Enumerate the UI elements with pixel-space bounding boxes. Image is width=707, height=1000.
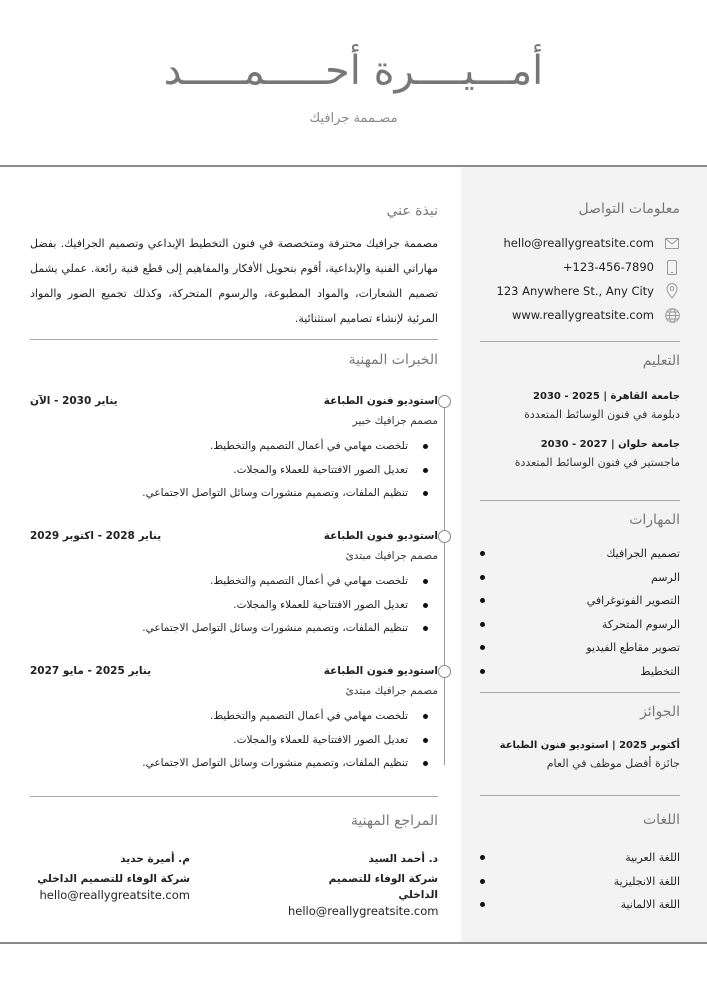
- skill-label: الرسم: [650, 570, 680, 584]
- list-item: [502, 846, 680, 870]
- bullet: [423, 738, 428, 743]
- contact-heading: معلومات التواصل: [578, 201, 680, 217]
- reference-name: م. أميرة حديد: [120, 853, 190, 865]
- list-item: [30, 459, 438, 483]
- bullet: [423, 444, 428, 449]
- footer-divider: [0, 942, 707, 944]
- education-heading: التعليم: [642, 353, 680, 369]
- sidebar-divider: [480, 795, 680, 796]
- experience-role: مصمم جرافيك مبتدئ: [345, 685, 438, 697]
- bullet: [480, 855, 485, 860]
- education-item-head: جامعة القاهرة | 2025 - 2030: [533, 391, 680, 402]
- globe-icon: [664, 307, 680, 323]
- bullet-text: تعديل الصور الافتتاحية للعملاء والمجلات.: [233, 733, 408, 746]
- language-label: اللغة العربية: [625, 851, 680, 864]
- about-heading: نبذة عني: [386, 203, 438, 219]
- references-list: [30, 851, 438, 919]
- experience-item-header: [30, 395, 438, 407]
- bullet: [423, 579, 428, 584]
- list-item: [502, 589, 680, 613]
- timeline-marker: [438, 395, 451, 408]
- experience-item: [30, 395, 438, 506]
- person-name: أمـــيــــرة أحـــــمـــــد: [163, 48, 544, 94]
- contact-website: www.reallygreatsite.com: [511, 308, 654, 322]
- contact-website-row[interactable]: [480, 303, 680, 327]
- bullet: [480, 879, 485, 884]
- bullet-text: تلخصت مهامي في أعمال التصميم والتخطيط.: [209, 575, 408, 587]
- experience-period: يناير 2028 - اكتوبر 2029: [30, 530, 162, 542]
- contact-address-row: [480, 279, 680, 303]
- about-section: [30, 203, 438, 331]
- bullet-text: تلخصت مهامي في أعمال التصميم والتخطيط.: [209, 440, 408, 452]
- sidebar: [461, 167, 707, 942]
- experience-role: مصمم جرافيك مبتدئ: [345, 550, 438, 562]
- reference-card: [30, 851, 190, 919]
- experience-role: مصمم جرافيك خبير: [352, 415, 438, 427]
- list-item: [502, 636, 680, 660]
- bullet: [480, 669, 485, 674]
- list-item: [502, 613, 680, 637]
- skill-label: تصميم الجرافيك: [606, 547, 680, 560]
- bullet: [423, 626, 428, 631]
- education-item-degree: ماجستير في فنون الوسائط المتعددة: [514, 456, 680, 469]
- bullet-text: تعديل الصور الافتتاحية للعملاء والمجلات.: [233, 598, 408, 611]
- education-item: [480, 439, 680, 469]
- experience-heading: الخبرات المهنية: [348, 352, 438, 368]
- list-item: [30, 570, 438, 594]
- list-item: [502, 542, 680, 566]
- bullet: [480, 645, 485, 650]
- reference-email[interactable]: hello@reallygreatsite.com: [288, 904, 439, 918]
- list-item: [502, 870, 680, 894]
- reference-card: [288, 851, 438, 919]
- references-section: [30, 813, 438, 919]
- experience-item: [30, 530, 438, 641]
- experience-item-header: [30, 665, 438, 677]
- sidebar-divider: [480, 692, 680, 693]
- list-item: [30, 594, 438, 618]
- education-section: [480, 353, 680, 469]
- reference-org: شركة الوفاء للتصميم الداخلي: [37, 873, 190, 885]
- bullet: [423, 603, 428, 608]
- timeline-marker: [438, 530, 451, 543]
- language-label: اللغة الانجليزية: [613, 874, 680, 888]
- skills-list: [502, 542, 680, 683]
- timeline-marker: [438, 665, 451, 678]
- languages-heading: اللغات: [643, 812, 680, 828]
- education-item-degree: دبلومة في فنون الوسائط المتعددة: [524, 408, 680, 421]
- bullet-text: تلخصت مهامي في أعمال التصميم والتخطيط.: [209, 710, 408, 722]
- experience-item: [30, 665, 438, 776]
- timeline-line: [444, 400, 445, 765]
- reference-name: د. أحمد السيد: [368, 853, 438, 865]
- sidebar-divider: [480, 341, 680, 342]
- languages-section: [480, 812, 680, 917]
- education-item-head: جامعة حلوان | 2027 - 2030: [540, 439, 680, 450]
- bullet-text: تنظيم الملفات، وتصميم منشورات وسائل التواصل الاجتماعي.: [142, 622, 408, 634]
- contact-phone: +123-456-7890: [562, 260, 654, 274]
- about-text: مصممة جرافيك محترفة ومتخصصة في فنون التخطيط الإبداعي وتصميم الجرافيك. بفضل مهاراتي الفنية والإبداعية، أقوم بتحويل الأفكار والمفاهيم إلى قطع فنية رائعة. عملي يشمل تصميم الشعارات، والمواد المطبوعة، والرسوم المتحركة، وكذلك تجميع الصور والمواد المرئية لإنشاء تصاميم استثنائية.: [30, 237, 438, 325]
- skills-heading: المهارات: [629, 512, 680, 528]
- contact-section: [480, 201, 680, 327]
- experience-company: استوديو فنون الطباعة: [323, 665, 438, 677]
- contact-phone-row[interactable]: [480, 255, 680, 279]
- list-item: [502, 566, 680, 590]
- awards-heading: الجوائز: [640, 704, 680, 720]
- bullet: [480, 575, 485, 580]
- award-title: جائزة أفضل موظف في العام: [546, 757, 680, 770]
- experience-section: [30, 352, 438, 769]
- bullet-text: تنظيم الملفات، وتصميم منشورات وسائل التواصل الاجتماعي.: [142, 487, 408, 499]
- list-item: [30, 729, 438, 753]
- bullet: [480, 902, 485, 907]
- contact-email: hello@reallygreatsite.com: [503, 236, 654, 250]
- list-item: [502, 660, 680, 684]
- bullet-text: تنظيم الملفات، وتصميم منشورات وسائل التواصل الاجتماعي.: [142, 757, 408, 769]
- reference-org: شركة الوفاء للتصميم الداخلي: [328, 873, 438, 901]
- experience-period: يناير 2030 - الآن: [30, 395, 118, 407]
- list-item: [30, 705, 438, 729]
- experience-company: استوديو فنون الطباعة: [323, 530, 438, 542]
- bullet: [423, 491, 428, 496]
- job-title: مصـممة جرافيك: [309, 111, 398, 126]
- awards-section: [480, 704, 680, 770]
- bullet-text: تعديل الصور الافتتاحية للعملاء والمجلات.: [233, 463, 408, 476]
- contact-email-row[interactable]: [480, 231, 680, 255]
- sidebar-divider: [480, 500, 680, 501]
- skills-section: [480, 512, 680, 683]
- education-item: [480, 391, 680, 421]
- experience-bullets: [30, 435, 438, 506]
- experience-bullets: [30, 705, 438, 776]
- bullet: [423, 761, 428, 766]
- location-pin-icon: [664, 283, 680, 299]
- language-label: اللغة الالمانية: [620, 898, 680, 911]
- main-divider: [30, 796, 438, 797]
- list-item: [30, 482, 438, 506]
- experience-company: استوديو فنون الطباعة: [323, 395, 438, 407]
- bullet: [480, 598, 485, 603]
- award-head: أكتوبر 2025 | استوديو فنون الطباعة: [499, 740, 680, 751]
- experience-item-header: [30, 530, 438, 542]
- bullet: [480, 622, 485, 627]
- languages-list: [502, 846, 680, 917]
- envelope-icon: [664, 235, 680, 251]
- list-item: [30, 617, 438, 641]
- experience-period: يناير 2025 - مايو 2027: [30, 665, 152, 677]
- bullet: [423, 714, 428, 719]
- list-item: [30, 752, 438, 776]
- list-item: [30, 435, 438, 459]
- list-item: [502, 893, 680, 917]
- skill-label: التخطيط: [640, 664, 680, 678]
- phone-icon: [664, 259, 680, 275]
- experience-bullets: [30, 570, 438, 641]
- resume-header: [0, 0, 707, 165]
- main-divider: [30, 339, 438, 340]
- bullet: [423, 468, 428, 473]
- references-heading: المراجع المهنية: [350, 813, 438, 829]
- skill-label: الرسوم المتحركة: [601, 617, 680, 631]
- contact-address: 123 Anywhere St., Any City: [496, 284, 654, 298]
- bullet: [480, 551, 485, 556]
- skill-label: التصوير الفوتوغرافي: [586, 594, 680, 607]
- skill-label: تصوير مقاطع الفيديو: [586, 641, 680, 654]
- reference-email[interactable]: hello@reallygreatsite.com: [39, 888, 190, 902]
